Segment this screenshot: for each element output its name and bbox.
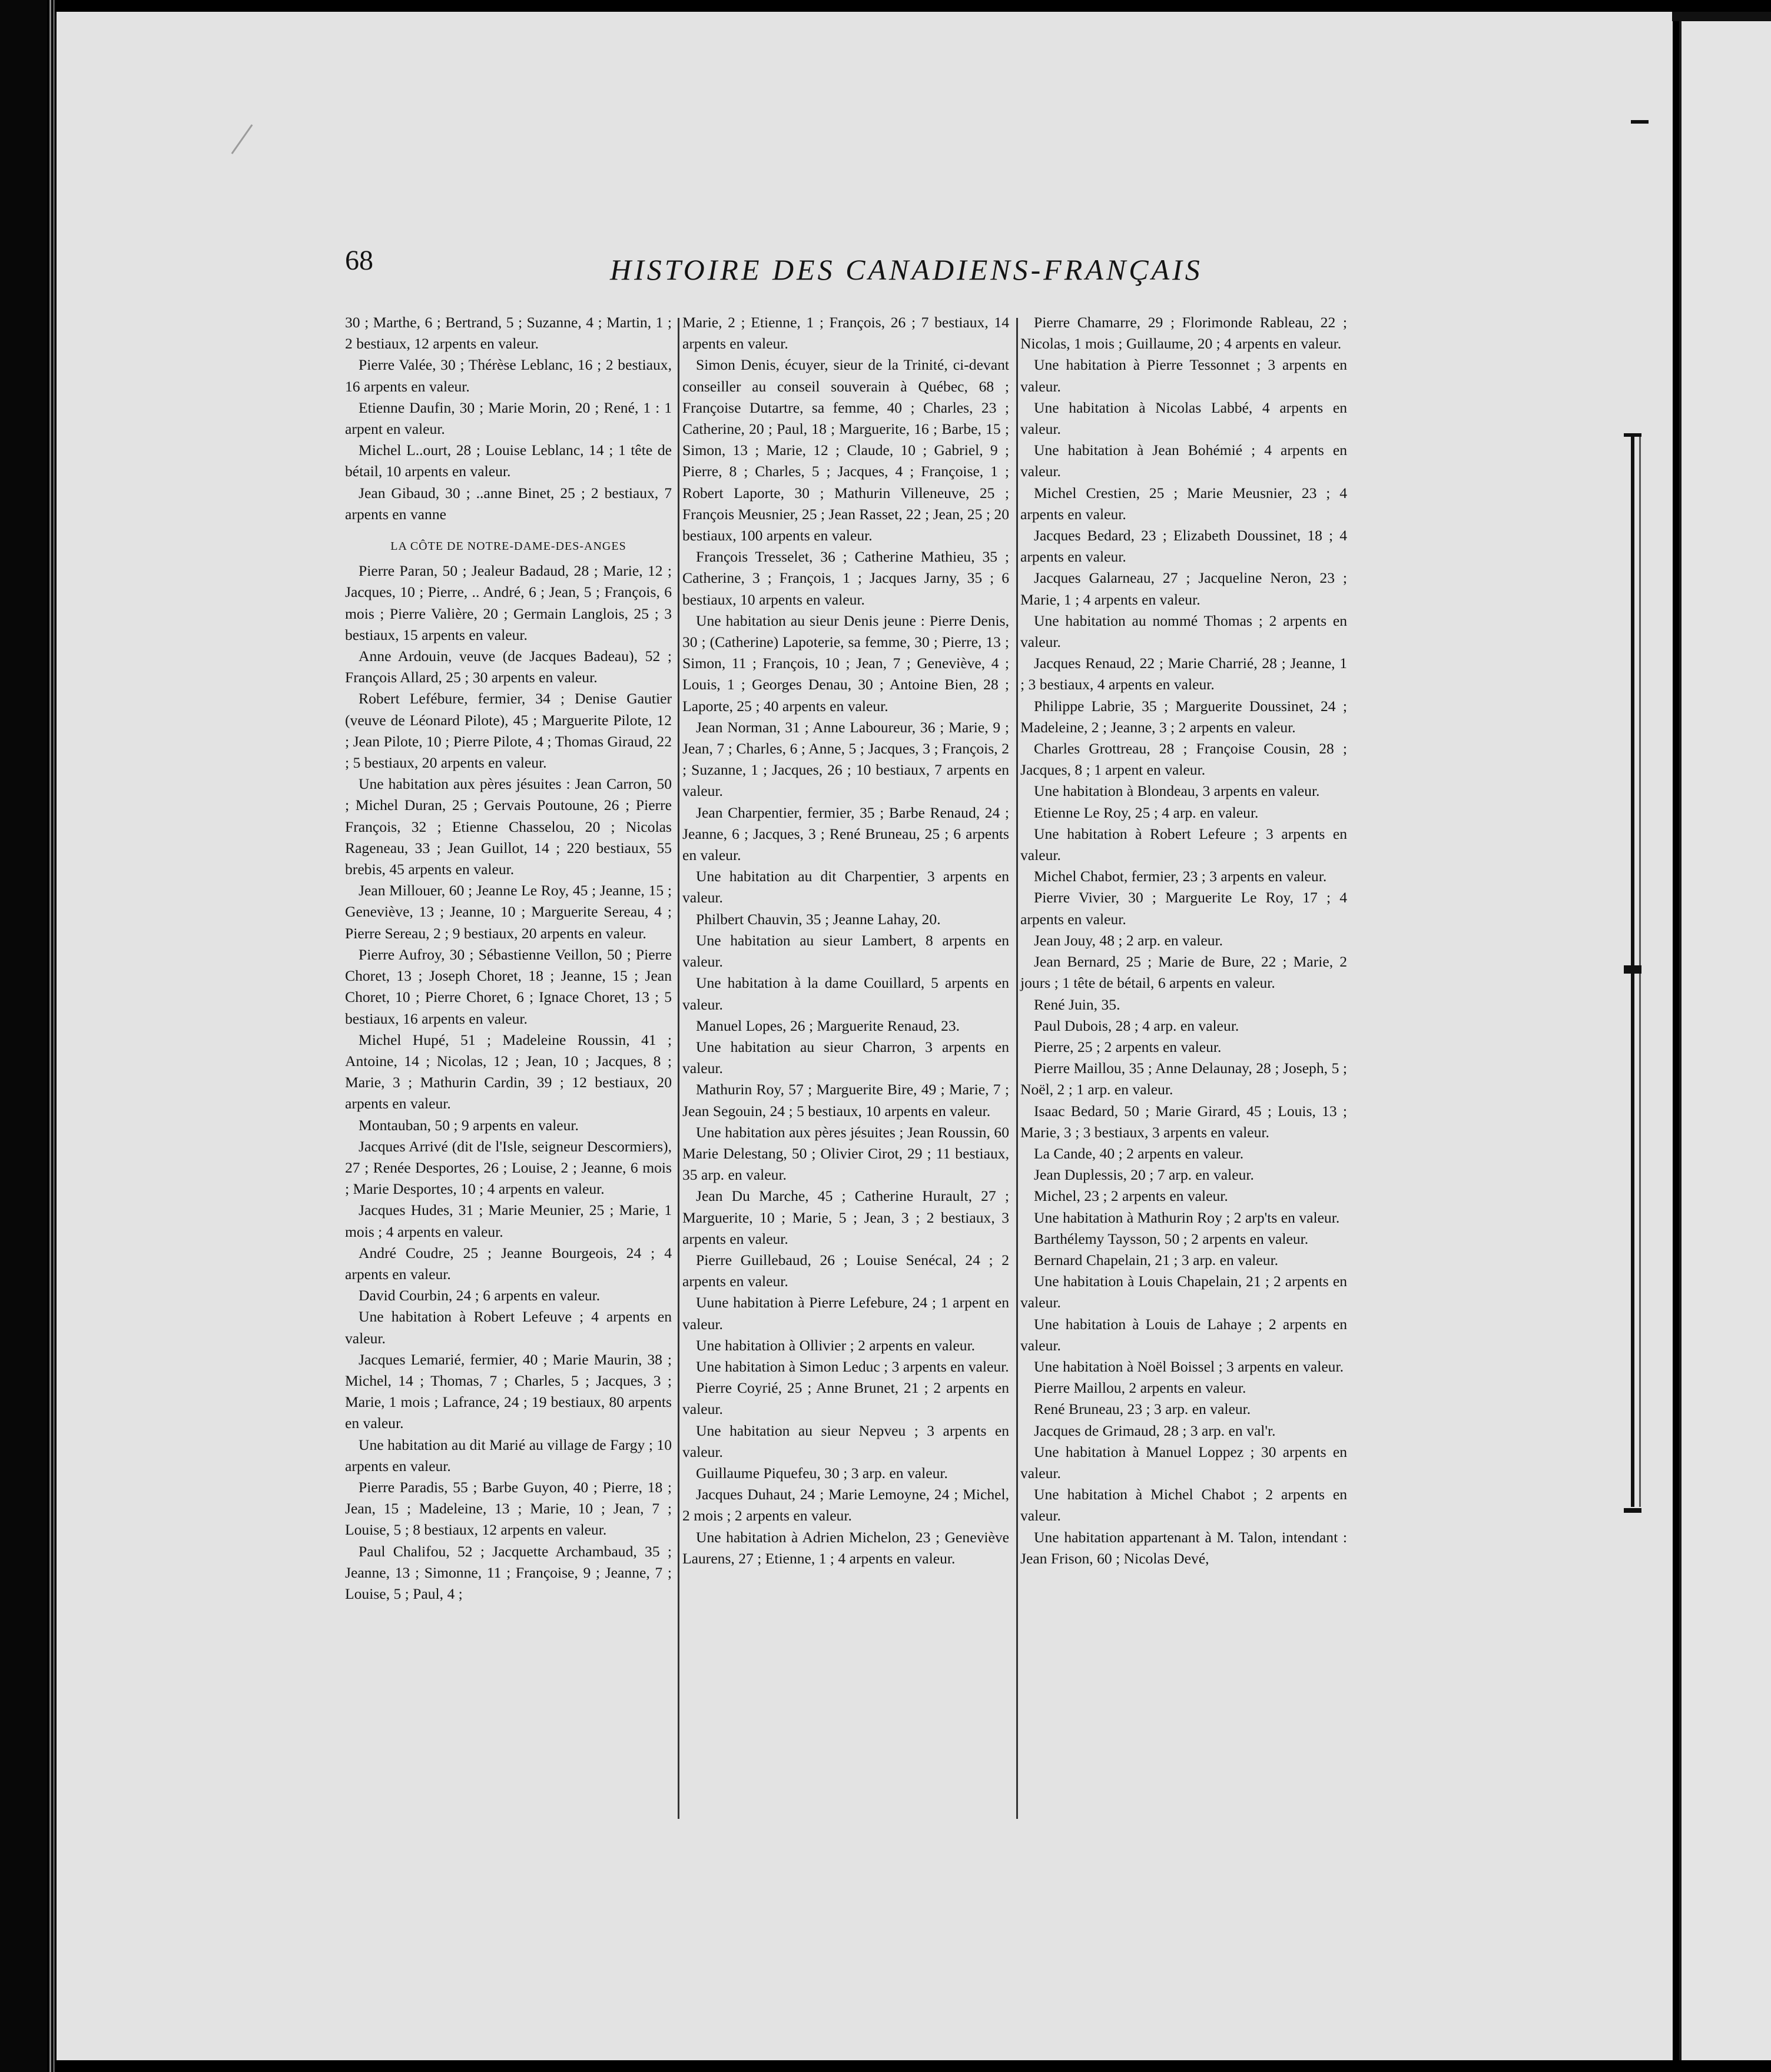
paragraph: Philbert Chauvin, 35 ; Jeanne Lahay, 20.: [696, 910, 941, 928]
paragraph: Une habitation aux pères jésuites ; Jean Roussin, 60 Marie Delestang, 50 ; Olivier Cirot, 29 ; 11 bestiaux, 35 arp. en valeur.: [682, 1123, 1009, 1184]
paragraph: Pierre Paran, 50 ; Jealeur Badaud, 28 ; Marie, 12 ; Jacques, 10 ; Pierre, .. André, 6 ; Jean, 5 ; François, 6 mois ; Pierre Valière, 20 ; Germain Langlois, 25 ; 3 bestiaux, 15 arpents en valeur.: [345, 562, 672, 643]
page-stack-edge: [53, 0, 55, 2072]
scan-mark: [1631, 120, 1649, 124]
section-heading: LA CÔTE DE NOTRE-DAME-DES-ANGES: [390, 540, 626, 553]
page-header: [57, 244, 1673, 291]
paragraph: Jacques Lemarié, fermier, 40 ; Marie Maurin, 38 ; Michel, 14 ; Thomas, 7 ; Charles, 5 ; Jacques, 3 ; Marie, 1 mois ; Lafrance, 24 ; 19 bestiaux, 80 arpents en valeur.: [345, 1350, 672, 1432]
paragraph: Etienne Daufin, 30 ; Marie Morin, 20 ; René, 1 : 1 arpent en valeur.: [345, 399, 672, 438]
paragraph: Etienne Le Roy, 25 ; 4 arp. en valeur.: [1034, 803, 1259, 821]
paragraph: Une habitation au sieur Lambert, 8 arpents en valeur.: [682, 931, 1009, 971]
scan-bar-cap: [1624, 433, 1641, 437]
page-number: 68: [345, 245, 373, 276]
paragraph: Jean Charpentier, fermier, 35 ; Barbe Renaud, 24 ; Jeanne, 6 ; Jacques, 3 ; René Bruneau, 25 ; 6 arpents en valeur.: [682, 803, 1009, 864]
text-column-2: [682, 312, 1009, 1569]
paragraph: Pierre Coyrié, 25 ; Anne Brunet, 21 ; 2 arpents en valeur.: [682, 1379, 1009, 1418]
scan-mark: [231, 124, 253, 154]
paragraph: Simon Denis, écuyer, sieur de la Trinité, ci-devant conseiller au conseil souverain à Québec, 68 ; Françoise Dutartre, sa femme, 40 ; Charles, 23 ; Catherine, 20 ; Paul, 18 ; Marguerite, 16 ; Barbe, 15 ; Simon, 13 ; Marie, 12 ; Claude, 10 ; Gabriel, 9 ; Pierre, 8 ; Charles, 5 ; Jacques, 4 ; Françoise, 1 ; Robert Laporte, 30 ; Mathurin Villeneuve, 25 ; François Meusnier, 25 ; Jean Rasset, 22 ; Jean, 25 ; 20 bestiaux, 100 arpents en valeur.: [682, 356, 1009, 544]
paragraph: Jacques Galarneau, 27 ; Jacqueline Neron, 23 ; Marie, 1 ; 4 arpents en valeur.: [1020, 569, 1347, 608]
paragraph: Une habitation à Pierre Tessonnet ; 3 arpents en valeur.: [1020, 356, 1347, 395]
text-column-3: [1020, 312, 1347, 1569]
paragraph: Uune habitation à Pierre Lefebure, 24 ; 1 arpent en valeur.: [682, 1294, 1009, 1333]
paragraph: Michel Hupé, 51 ; Madeleine Roussin, 41 ; Antoine, 14 ; Nicolas, 12 ; Jean, 10 ; Jacques, 8 ; Marie, 3 ; Mathurin Cardin, 39 ; 12 bestiaux, 20 arpents en valeur.: [345, 1031, 672, 1113]
paragraph: Pierre Aufroy, 30 ; Sébastienne Veillon, 50 ; Pierre Choret, 13 ; Joseph Choret, 18 ; Jeanne, 15 ; Jean Choret, 10 ; Pierre Choret, 6 ; Ignace Choret, 13 ; 5 bestiaux, 16 arpents en valeur.: [345, 945, 672, 1027]
paragraph: Une habitation à Blondeau, 3 arpents en valeur.: [1034, 782, 1320, 800]
paragraph: Paul Dubois, 28 ; 4 arp. en valeur.: [1034, 1017, 1239, 1034]
paragraph: Une habitation à Michel Chabot ; 2 arpents en valeur.: [1020, 1486, 1347, 1525]
paragraph: Michel Chabot, fermier, 23 ; 3 arpents en valeur.: [1034, 868, 1327, 885]
paragraph: Guillaume Piquefeu, 30 ; 3 arp. en valeur.: [696, 1464, 948, 1482]
paragraph: Jacques Arrivé (dit de l'Isle, seigneur Descormiers), 27 ; Renée Desportes, 26 ; Louise, 2 ; Jeanne, 6 mois ; Marie Desportes, 10 ; 4 arpents en valeur.: [345, 1137, 672, 1198]
paragraph: Anne Ardouin, veuve (de Jacques Badeau), 52 ; François Allard, 25 ; 30 arpents en valeur.: [345, 648, 672, 686]
running-title: HISTOIRE DES CANADIENS-FRANÇAIS: [610, 253, 1203, 286]
paragraph: Mathurin Roy, 57 ; Marguerite Bire, 49 ; Marie, 7 ; Jean Segouin, 24 ; 5 bestiaux, 10 arpents en valeur.: [682, 1081, 1009, 1120]
paragraph: Pierre Maillou, 35 ; Anne Delaunay, 28 ; Joseph, 5 ; Noël, 2 ; 1 arp. en valeur.: [1020, 1060, 1347, 1098]
paragraph: Pierre Maillou, 2 arpents en valeur.: [1034, 1379, 1246, 1397]
paragraph: Bernard Chapelain, 21 ; 3 arp. en valeur.: [1034, 1251, 1279, 1269]
paragraph: Isaac Bedard, 50 ; Marie Girard, 45 ; Louis, 13 ; Marie, 3 ; 3 bestiaux, 3 arpents en valeur.: [1020, 1102, 1347, 1141]
paragraph: Michel Crestien, 25 ; Marie Meusnier, 23 ; 4 arpents en valeur.: [1020, 484, 1347, 523]
paragraph: Une habitation à Jean Bohémié ; 4 arpents en valeur.: [1020, 441, 1347, 480]
paragraph: Jacques Hudes, 31 ; Marie Meunier, 25 ; Marie, 1 mois ; 4 arpents en valeur.: [345, 1201, 672, 1240]
paragraph: Pierre Vivier, 30 ; Marguerite Le Roy, 17 ; 4 arpents en valeur.: [1020, 889, 1347, 928]
paragraph: Jacques Renaud, 22 ; Marie Charrié, 28 ; Jeanne, 1 ; 3 bestiaux, 4 arpents en valeur.: [1020, 655, 1347, 693]
column-rule: [678, 318, 679, 1819]
paragraph: André Coudre, 25 ; Jeanne Bourgeois, 24 ; 4 arpents en valeur.: [345, 1244, 672, 1283]
paragraph: Une habitation à Noël Boissel ; 3 arpents en valeur.: [1034, 1357, 1344, 1375]
paragraph: Une habitation à Louis Chapelain, 21 ; 2 arpents en valeur.: [1020, 1273, 1347, 1311]
paragraph: Charles Grottreau, 28 ; Françoise Cousin, 28 ; Jacques, 8 ; 1 arpent en valeur.: [1020, 740, 1347, 779]
paragraph: Jean Gibaud, 30 ; ..anne Binet, 25 ; 2 bestiaux, 7 arpents en vanne: [345, 484, 672, 523]
paragraph: Jean Duplessis, 20 ; 7 arp. en valeur.: [1034, 1166, 1254, 1184]
paragraph: Michel, 23 ; 2 arpents en valeur.: [1034, 1187, 1228, 1205]
paragraph: Jean Norman, 31 ; Anne Laboureur, 36 ; Marie, 9 ; Jean, 7 ; Charles, 6 ; Anne, 5 ; Jacques, 3 ; François, 2 ; Suzanne, 1 ; Jacques, 26 ; 10 bestiaux, 7 arpents en valeur.: [682, 718, 1009, 800]
paragraph: La Cande, 40 ; 2 arpents en valeur.: [1034, 1144, 1244, 1162]
paragraph: Une habitation à Robert Lefeuve ; 4 arpents en valeur.: [345, 1308, 672, 1347]
paragraph: Une habitation au sieur Charron, 3 arpents en valeur.: [682, 1038, 1009, 1077]
paragraph: Une habitation à Ollivier ; 2 arpents en valeur.: [696, 1336, 976, 1354]
facing-page-edge: [1679, 12, 1771, 2060]
page-stack-edge: [49, 0, 51, 2072]
paragraph: Jean Bernard, 25 ; Marie de Bure, 22 ; Marie, 2 jours ; 1 tête de bétail, 6 arpents en valeur.: [1020, 953, 1347, 992]
paragraph: René Bruneau, 23 ; 3 arp. en valeur.: [1034, 1400, 1251, 1418]
paragraph: Une habitation à Simon Leduc ; 3 arpents en valeur.: [696, 1357, 1009, 1375]
paragraph: Jacques Bedard, 23 ; Elizabeth Doussinet, 18 ; 4 arpents en valeur.: [1020, 527, 1347, 566]
paragraph: Jacques de Grimaud, 28 ; 3 arp. en val'r.: [1034, 1422, 1276, 1439]
paragraph: Une habitation aux pères jésuites : Jean Carron, 50 ; Michel Duran, 25 ; Gervais Poutoune, 26 ; Pierre François, 32 ; Etienne Chasselou, 20 ; Nicolas Rageneau, 33 ; Jean Guillot, 14 ; 220 bestiaux, 55 brebis, 45 arpents en valeur.: [345, 775, 672, 878]
paragraph: Une habitation au dit Charpentier, 3 arpents en valeur.: [682, 868, 1009, 906]
paragraph: Une habitation à Nicolas Labbé, 4 arpents en valeur.: [1020, 399, 1347, 438]
paragraph: Barthélemy Taysson, 50 ; 2 arpents en valeur.: [1034, 1230, 1309, 1247]
paragraph: Pierre Chamarre, 29 ; Florimonde Rableau, 22 ; Nicolas, 1 mois ; Guillaume, 20 ; 4 arpents en valeur.: [1020, 314, 1347, 353]
scan-left-border: [0, 0, 47, 2072]
paragraph: René Juin, 35.: [1034, 995, 1120, 1013]
paragraph: Une habitation à la dame Couillard, 5 arpents en valeur.: [682, 974, 1009, 1013]
paragraph: Une habitation au sieur Denis jeune : Pierre Denis, 30 ; (Catherine) Lapoterie, sa femme, 30 ; Pierre, 13 ; Simon, 11 ; François, 10 ; Jean, 7 ; Geneviève, 4 ; Louis, 1 ; Georges Denau, 30 ; Antoine Bien, 28 ; Laporte, 25 ; 40 arpents en valeur.: [682, 612, 1009, 715]
paragraph: Une habitation au nommé Thomas ; 2 arpents en valeur.: [1020, 612, 1347, 651]
paragraph: Une habitation à Louis de Lahaye ; 2 arpents en valeur.: [1020, 1315, 1347, 1354]
paragraph: Jacques Duhaut, 24 ; Marie Lemoyne, 24 ; Michel, 2 mois ; 2 arpents en valeur.: [682, 1486, 1009, 1525]
paragraph: Une habitation appartenant à M. Talon, intendant : Jean Frison, 60 ; Nicolas Devé,: [1020, 1528, 1347, 1567]
paragraph: Montauban, 50 ; 9 arpents en valeur.: [359, 1116, 579, 1134]
book-page: [57, 12, 1673, 2060]
paragraph: Une habitation au dit Marié au village de Fargy ; 10 arpents en valeur.: [345, 1436, 672, 1475]
scan-bar-cap: [1624, 1508, 1641, 1513]
paragraph: Une habitation à Robert Lefeure ; 3 arpents en valeur.: [1020, 825, 1347, 864]
paragraph: Pierre, 25 ; 2 arpents en valeur.: [1034, 1038, 1222, 1055]
paragraph: Une habitation à Mathurin Roy ; 2 arp'ts en valeur.: [1034, 1208, 1340, 1226]
paragraph: David Courbin, 24 ; 6 arpents en valeur.: [359, 1287, 601, 1304]
paragraph: Paul Chalifou, 52 ; Jacquette Archambaud, 35 ; Jeanne, 13 ; Simonne, 11 ; Françoise, 9 ; Jeanne, 7 ; Louise, 5 ; Paul, 4 ;: [345, 1542, 672, 1602]
paragraph: 30 ; Marthe, 6 ; Bertrand, 5 ; Suzanne, 4 ; Martin, 1 ; 2 bestiaux, 12 arpents en valeur.: [345, 314, 672, 353]
text-column-1: [345, 312, 672, 1605]
paragraph: Jean Jouy, 48 ; 2 arp. en valeur.: [1034, 931, 1223, 949]
paragraph: Jean Millouer, 60 ; Jeanne Le Roy, 45 ; Jeanne, 15 ; Geneviève, 13 ; Jeanne, 10 ; Marguerite Sereau, 4 ; Pierre Sereau, 2 ; 9 bestiaux, 20 arpents en valeur.: [345, 882, 672, 942]
paragraph: François Tresselet, 36 ; Catherine Mathieu, 35 ; Catherine, 3 ; François, 1 ; Jacques Jarny, 35 ; 6 bestiaux, 10 arpents en valeur.: [682, 548, 1009, 608]
paragraph: Manuel Lopes, 26 ; Marguerite Renaud, 23.: [696, 1017, 960, 1034]
paragraph: Pierre Valée, 30 ; Thérèse Leblanc, 16 ; 2 bestiaux, 16 arpents en valeur.: [345, 356, 672, 395]
paragraph: Pierre Guillebaud, 26 ; Louise Senécal, 24 ; 2 arpents en valeur.: [682, 1251, 1009, 1290]
paragraph: Michel L..ourt, 28 ; Louise Leblanc, 14 ; 1 tête de bétail, 10 arpents en valeur.: [345, 441, 672, 480]
paragraph: Robert Lefébure, fermier, 34 ; Denise Gautier (veuve de Léonard Pilote), 45 ; Marguerite Pilote, 12 ; Jean Pilote, 10 ; Pierre Pilote, 4 ; Thomas Giraud, 22 ; 5 bestiaux, 20 arpents en valeur.: [345, 690, 672, 772]
paragraph: Marie, 2 ; Etienne, 1 ; François, 26 ; 7 bestiaux, 14 arpents en valeur.: [682, 314, 1009, 353]
paragraph: Philippe Labrie, 35 ; Marguerite Doussinet, 24 ; Madeleine, 2 ; Jeanne, 3 ; 2 arpents en valeur.: [1020, 697, 1347, 736]
paragraph: Une habitation au sieur Nepveu ; 3 arpents en valeur.: [682, 1422, 1009, 1460]
scan-edge: [1672, 12, 1771, 21]
column-rule: [1016, 318, 1018, 1819]
scan-bar-mark: [1624, 965, 1641, 974]
paragraph: Une habitation à Manuel Loppez ; 30 arpents en valeur.: [1020, 1443, 1347, 1482]
paragraph: Jean Du Marche, 45 ; Catherine Hurault, 27 ; Marguerite, 10 ; Marie, 5 ; Jean, 3 ; 2 bestiaux, 3 arpents en valeur.: [682, 1187, 1009, 1247]
paragraph: Pierre Paradis, 55 ; Barbe Guyon, 40 ; Pierre, 18 ; Jean, 15 ; Madeleine, 13 ; Marie, 10 ; Jean, 7 ; Louise, 5 ; 8 bestiaux, 12 arpents en valeur.: [345, 1478, 672, 1539]
paragraph: Une habitation à Adrien Michelon, 23 ; Geneviève Laurens, 27 ; Etienne, 1 ; 4 arpents en valeur.: [682, 1528, 1009, 1567]
